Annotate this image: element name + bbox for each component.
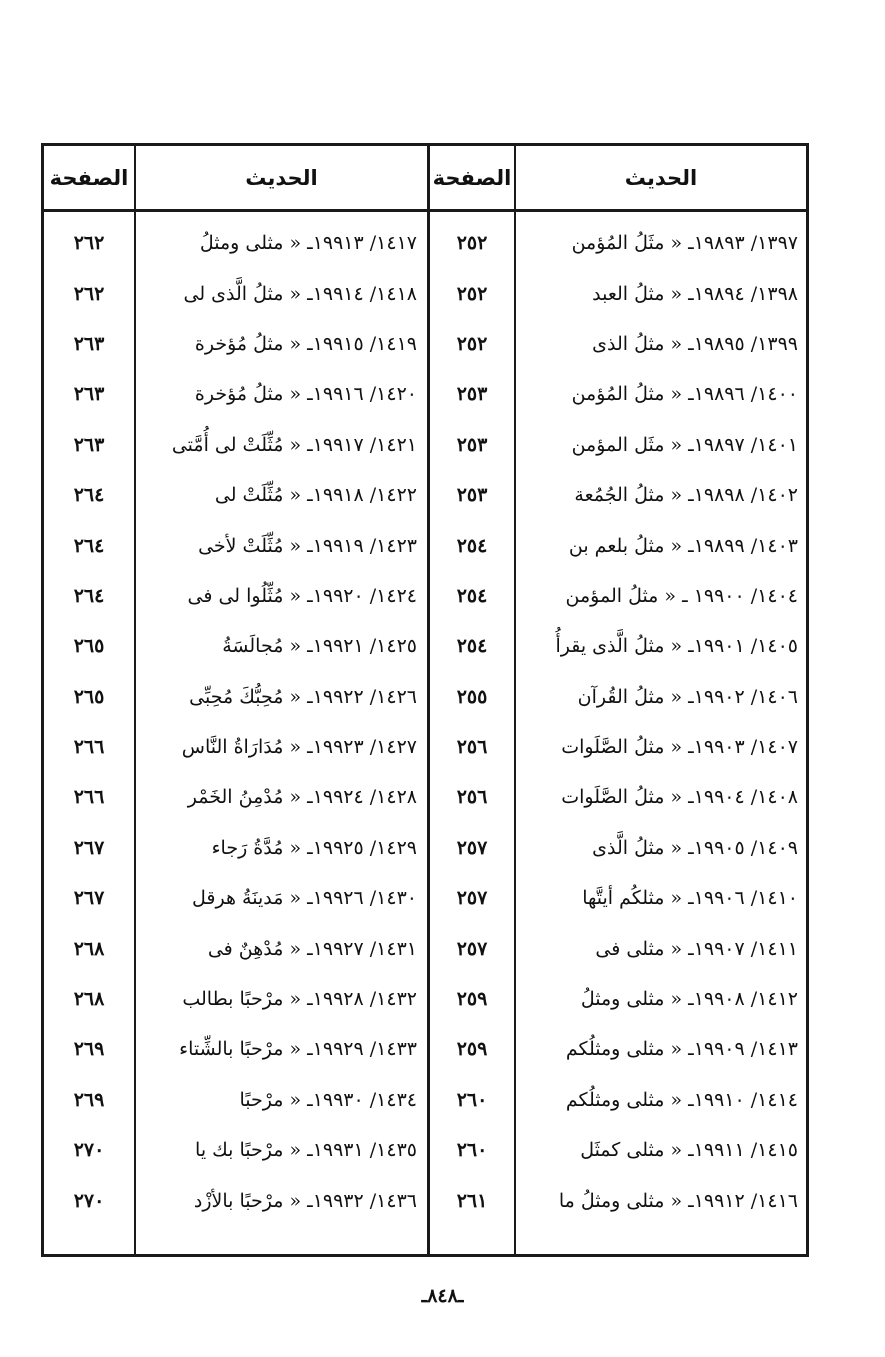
- page-cell-left: ٢٦٧: [73, 887, 105, 910]
- page-cell-left: ٢٦٣: [73, 332, 105, 355]
- hadith-cell-right: ١٤١٤/ ١٩٩١٠ـ « مثلى ومثلُكم: [565, 1088, 798, 1111]
- table-row: [44, 1125, 806, 1175]
- page-cell-left: ٢٦٨: [73, 988, 105, 1011]
- table-row: [44, 520, 806, 570]
- hadith-cell-left: ١٤٣٦/ ١٩٩٣٢ـ « مرْحبًا بالأزْد: [193, 1189, 417, 1212]
- page-cell-right: ٢٥٤: [456, 584, 488, 607]
- hadith-cell-left: ١٤٢٣/ ١٩٩١٩ـ « مُثِّلَتْ لأخى: [198, 534, 417, 557]
- table-row: [44, 218, 806, 268]
- page-cell-right: ٢٥٦: [456, 786, 488, 809]
- hadith-cell-left: ١٤٢٧/ ١٩٩٢٣ـ « مُدَارَاةُ النَّاس: [181, 736, 417, 759]
- hadith-cell-left: ١٤١٨/ ١٩٩١٤ـ « مثلُ الَّذى لى: [183, 282, 417, 305]
- hadith-cell-left: ١٤٢٦/ ١٩٩٢٢ـ « مُحِبُّكَ مُحِبِّى: [189, 685, 417, 708]
- table-row: [44, 268, 806, 318]
- hadith-cell-left: ١٤٢٤/ ١٩٩٢٠ـ « مُثِّلُوا لى فى: [187, 584, 417, 607]
- table-row: [44, 470, 806, 520]
- hadith-cell-right: ١٣٩٩/ ١٩٨٩٥ـ « مثلُ الذى: [592, 332, 798, 355]
- table-row: [44, 923, 806, 973]
- hadith-cell-right: ١٤١٠/ ١٩٩٠٦ـ « مثلكُم أيتَّها: [582, 887, 798, 910]
- hadith-cell-left: ١٤٣٤/ ١٩٩٣٠ـ « مرْحبًا: [239, 1088, 417, 1111]
- hadith-cell-right: ١٤٠٥/ ١٩٩٠١ـ « مثلُ الَّذى يقرأُ: [555, 635, 798, 658]
- hadith-cell-left: ١٤٣٣/ ١٩٩٢٩ـ « مرْحبًا بالشِّتاء: [179, 1038, 417, 1061]
- table-row: [44, 672, 806, 722]
- page-cell-right: ٢٦١: [456, 1189, 488, 1212]
- hadith-cell-right: ١٤١٥/ ١٩٩١١ـ « مثلى كمثَل: [580, 1139, 798, 1162]
- header-page-right: الصفحة: [432, 165, 512, 190]
- table-row: [44, 621, 806, 671]
- page-cell-right: ٢٥٢: [456, 332, 488, 355]
- page-cell-right: ٢٥٤: [456, 534, 488, 557]
- table-body: [44, 218, 806, 1226]
- page-cell-right: ٢٥٩: [456, 1038, 488, 1061]
- hadith-cell-right: ١٤١٦/ ١٩٩١٢ـ « مثلى ومثلُ ما: [558, 1189, 798, 1212]
- hadith-cell-right: ١٤١٣/ ١٩٩٠٩ـ « مثلى ومثلُكم: [565, 1038, 798, 1061]
- page-cell-right: ٢٥٧: [456, 836, 488, 859]
- table-row: [44, 1175, 806, 1225]
- page-cell-left: ٢٦٢: [73, 232, 105, 255]
- page-cell-left: ٢٦٣: [73, 383, 105, 406]
- hadith-cell-right: ١٤٠٠/ ١٩٨٩٦ـ « مثلُ المُؤمن: [571, 383, 798, 406]
- hadith-cell-left: ١٤٢٢/ ١٩٩١٨ـ « مُثِّلَتْ لى: [214, 484, 417, 507]
- table-row: [44, 369, 806, 419]
- hadith-cell-right: ١٤٠٦/ ١٩٩٠٢ـ « مثلُ القُرآن: [577, 685, 798, 708]
- hadith-cell-right: ١٤٠٨/ ١٩٩٠٤ـ « مثلُ الصَّلَوات: [561, 786, 798, 809]
- page-cell-right: ٢٥٣: [456, 433, 488, 456]
- table-row: [44, 420, 806, 470]
- page-cell-left: ٢٦٥: [73, 635, 105, 658]
- table-row: [44, 823, 806, 873]
- hadith-cell-right: ١٤٠٩/ ١٩٩٠٥ـ « مثلُ الَّذى: [592, 836, 798, 859]
- header-rule: [44, 209, 806, 212]
- table-row: [44, 974, 806, 1024]
- hadith-cell-left: ١٤٣١/ ١٩٩٢٧ـ « مُدْهِنٌ فى: [207, 937, 417, 960]
- page-cell-right: ٢٦٠: [456, 1139, 488, 1162]
- page-cell-left: ٢٦٤: [73, 584, 105, 607]
- table-row: [44, 772, 806, 822]
- hadith-cell-right: ١٤٠٧/ ١٩٩٠٣ـ « مثلُ الصَّلَوات: [561, 736, 798, 759]
- hadith-cell-left: ١٤٢٨/ ١٩٩٢٤ـ « مُدْمِنُ الخَمْر: [187, 786, 417, 809]
- page-cell-right: ٢٥٧: [456, 937, 488, 960]
- header-hadith-left: الحديث: [245, 165, 318, 190]
- page-cell-right: ٢٥٩: [456, 988, 488, 1011]
- page-cell-left: ٢٦٨: [73, 937, 105, 960]
- page-cell-left: ٢٧٠: [73, 1189, 105, 1212]
- hadith-cell-left: ١٤٢٠/ ١٩٩١٦ـ « مثلُ مُؤخرة: [194, 383, 417, 406]
- page-cell-right: ٢٥٤: [456, 635, 488, 658]
- page-cell-left: ٢٦٩: [73, 1088, 105, 1111]
- hadith-cell-right: ١٤١١/ ١٩٩٠٧ـ « مثلى فى: [595, 937, 798, 960]
- page-cell-left: ٢٦٢: [73, 282, 105, 305]
- table-row: [44, 873, 806, 923]
- page-cell-left: ٢٦٣: [73, 433, 105, 456]
- page-cell-right: ٢٥٧: [456, 887, 488, 910]
- page-number: ـ٨٤٨ـ: [421, 1285, 464, 1307]
- index-table: [41, 143, 809, 1257]
- page-cell-left: ٢٧٠: [73, 1139, 105, 1162]
- table-row: [44, 571, 806, 621]
- hadith-cell-left: ١٤١٩/ ١٩٩١٥ـ « مثلُ مُؤخرة: [194, 332, 417, 355]
- table-row: [44, 1024, 806, 1074]
- table-row: [44, 722, 806, 772]
- page-cell-right: ٢٥٣: [456, 484, 488, 507]
- hadith-cell-left: ١٤٣٢/ ١٩٩٢٨ـ « مرْحبًا بطالب: [182, 988, 417, 1011]
- hadith-cell-left: ١٤٢١/ ١٩٩١٧ـ « مُثِّلَتْ لى أُمَّتى: [171, 433, 417, 456]
- page-cell-left: ٢٦٧: [73, 836, 105, 859]
- page-cell-left: ٢٦٦: [73, 736, 105, 759]
- hadith-cell-right: ١٤١٢/ ١٩٩٠٨ـ « مثلى ومثلُ: [580, 988, 798, 1011]
- hadith-cell-right: ١٣٩٧/ ١٩٨٩٣ـ « مثَلُ المُؤمن: [571, 232, 798, 255]
- table-row: [44, 319, 806, 369]
- hadith-cell-left: ١٤٢٥/ ١٩٩٢١ـ « مُجالَسَةُ: [222, 635, 417, 658]
- page-cell-right: ٢٥٣: [456, 383, 488, 406]
- hadith-cell-left: ١٤٣٥/ ١٩٩٣١ـ « مرْحبًا بك يا: [195, 1139, 417, 1162]
- header-page-left: الصفحة: [49, 165, 129, 190]
- page-cell-right: ٢٥٢: [456, 282, 488, 305]
- page-cell-left: ٢٦٦: [73, 786, 105, 809]
- page-cell-right: ٢٥٦: [456, 736, 488, 759]
- table-row: [44, 1075, 806, 1125]
- hadith-cell-left: ١٤٣٠/ ١٩٩٢٦ـ « مَدينَةُ هرقل: [192, 887, 417, 910]
- hadith-cell-left: ١٤١٧/ ١٩٩١٣ـ « مثلى ومثلُ: [199, 232, 417, 255]
- hadith-cell-right: ١٤٠٣/ ١٩٨٩٩ـ « مثلُ بلعم بن: [568, 534, 798, 557]
- hadith-cell-right: ١٤٠٤/ ١٩٩٠٠ ـ « مثلُ المؤمن: [565, 584, 798, 607]
- page-cell-left: ٢٦٤: [73, 534, 105, 557]
- page-cell-left: ٢٦٥: [73, 685, 105, 708]
- header-hadith-right: الحديث: [624, 165, 698, 190]
- page-cell-left: ٢٦٩: [73, 1038, 105, 1061]
- page-cell-right: ٢٦٠: [456, 1088, 488, 1111]
- hadith-cell-right: ١٣٩٨/ ١٩٨٩٤ـ « مثلُ العبد: [592, 282, 798, 305]
- page-cell-right: ٢٥٢: [456, 232, 488, 255]
- hadith-cell-left: ١٤٢٩/ ١٩٩٢٥ـ « مُدَّةُ رَجاء: [211, 836, 417, 859]
- page-cell-right: ٢٥٥: [456, 685, 488, 708]
- hadith-cell-right: ١٤٠٢/ ١٩٨٩٨ـ « مثلُ الجُمُعة: [574, 484, 798, 507]
- hadith-cell-right: ١٤٠١/ ١٩٨٩٧ـ « مثَل المؤمن: [571, 433, 798, 456]
- page-cell-left: ٢٦٤: [73, 484, 105, 507]
